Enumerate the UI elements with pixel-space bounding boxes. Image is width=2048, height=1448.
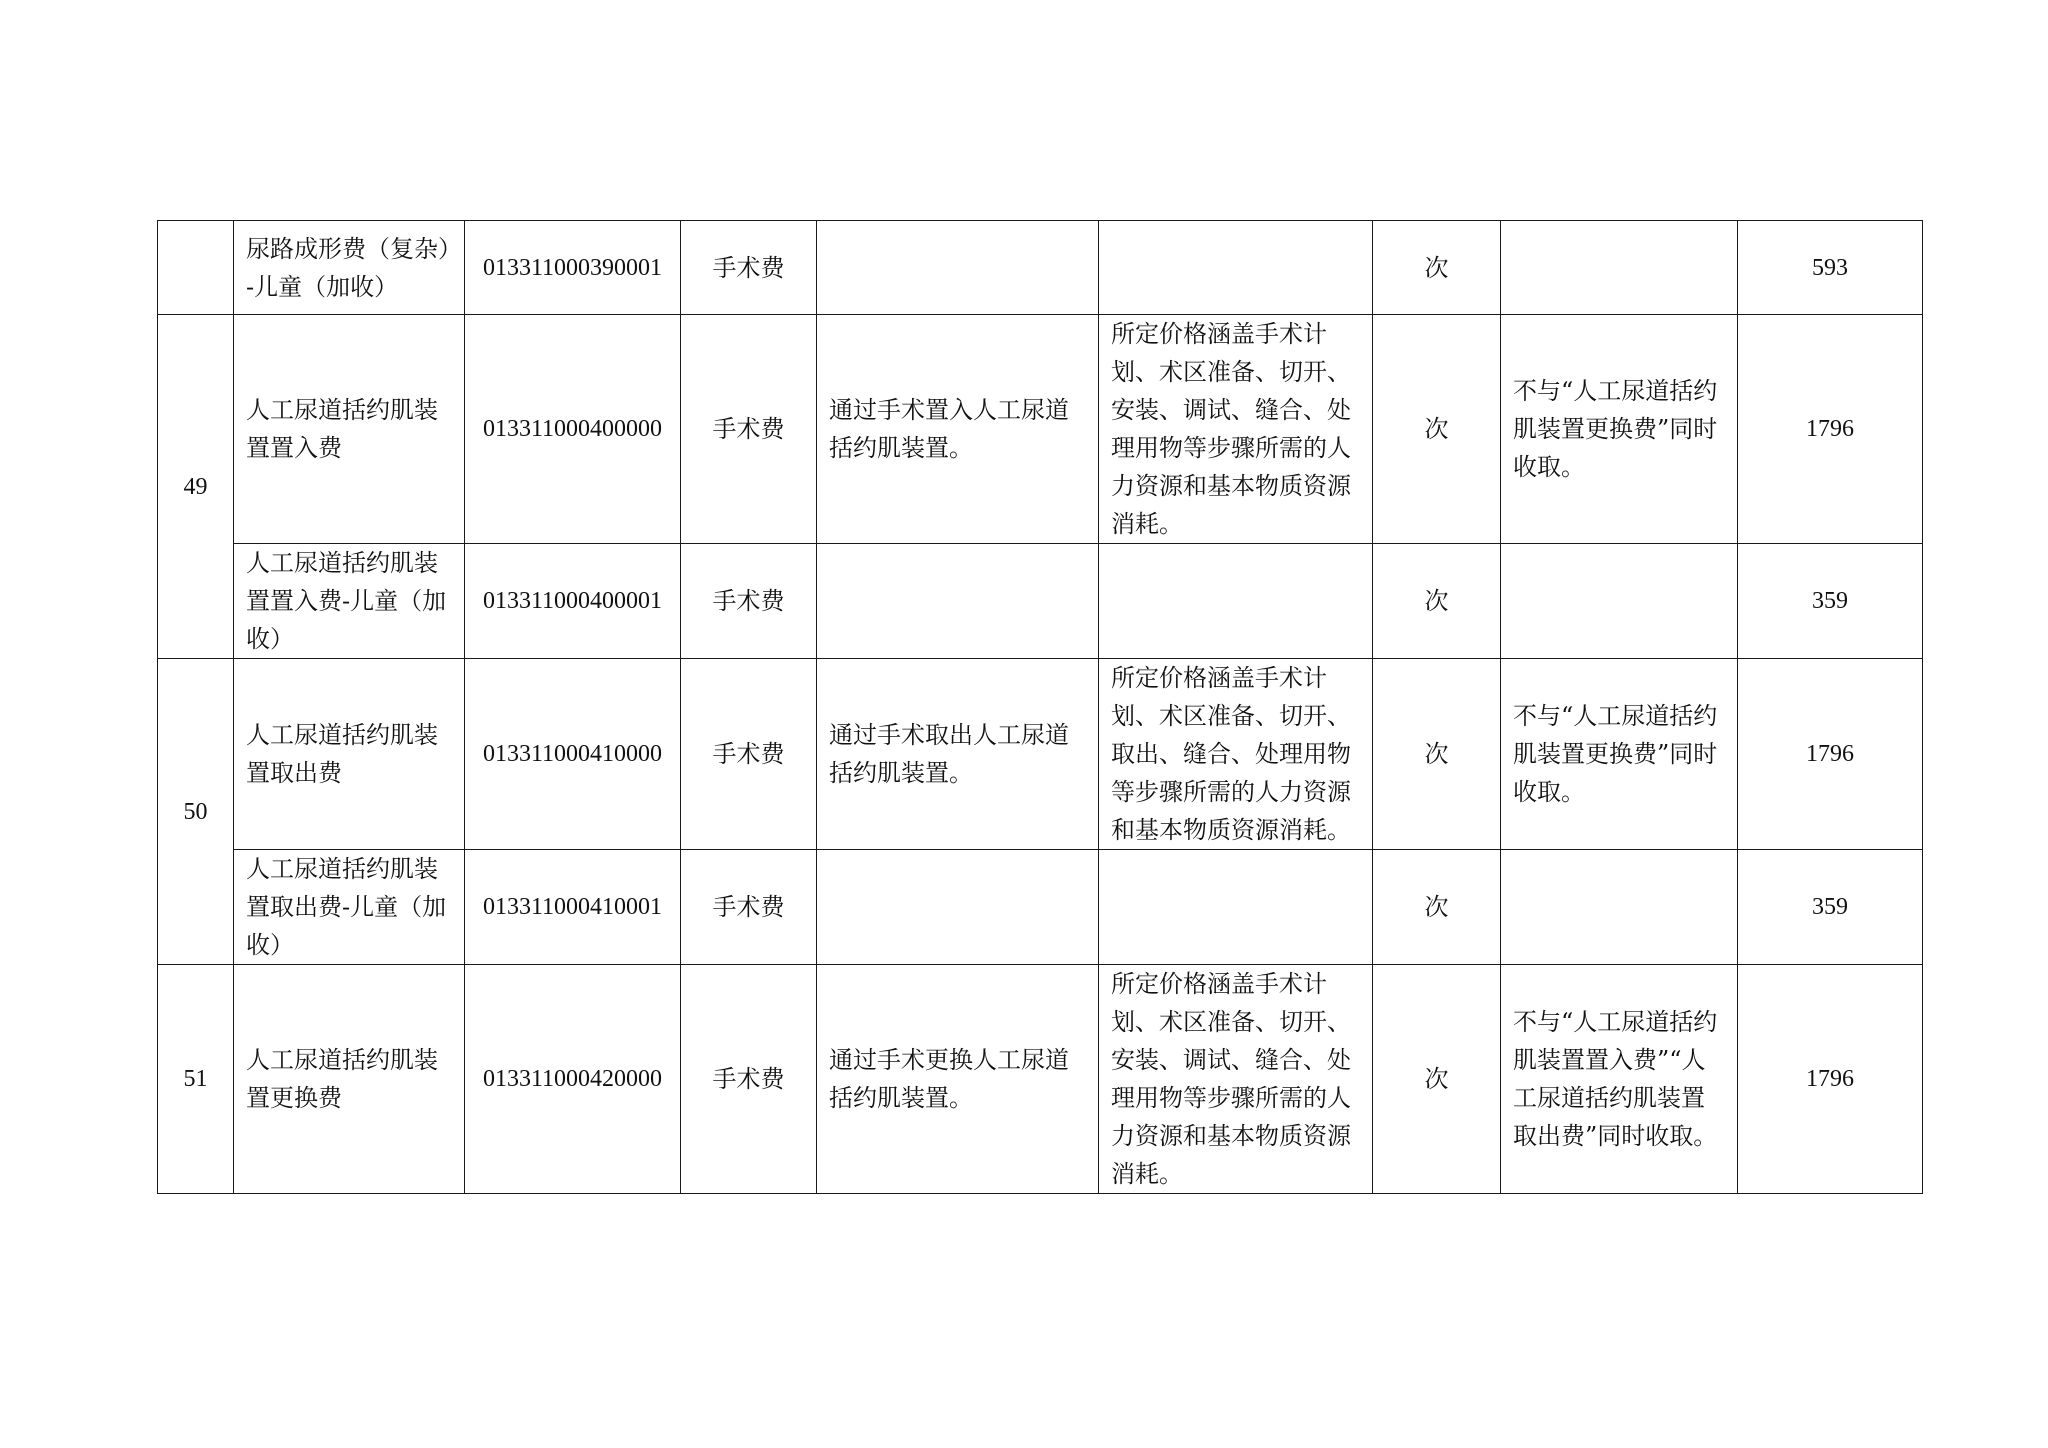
unit-cell: 次 <box>1373 965 1501 1194</box>
item-code-cell: 013311000410000 <box>465 659 681 850</box>
fee-category-cell: 手术费 <box>681 221 817 315</box>
note-cell <box>1501 850 1738 965</box>
fee-category-cell: 手术费 <box>681 965 817 1194</box>
seq-cell: 51 <box>158 965 234 1194</box>
table-row <box>158 544 1923 659</box>
fee-category-cell: 手术费 <box>681 315 817 544</box>
service-content-cell: 通过手术更换人工尿道括约肌装置。 <box>817 965 1099 1194</box>
fee-category-cell: 手术费 <box>681 544 817 659</box>
note-cell <box>1501 221 1738 315</box>
seq-cell <box>158 221 234 315</box>
item-code-cell: 013311000400001 <box>465 544 681 659</box>
price-cell: 359 <box>1738 850 1923 965</box>
seq-cell: 49 <box>158 315 234 659</box>
item-name-cell: 尿路成形费（复杂）-儿童（加收） <box>234 221 465 315</box>
item-code-cell: 013311000400000 <box>465 315 681 544</box>
price-scope-cell <box>1099 221 1373 315</box>
fee-table <box>157 220 1923 1194</box>
price-scope-cell <box>1099 544 1373 659</box>
price-cell: 1796 <box>1738 659 1923 850</box>
price-cell: 1796 <box>1738 315 1923 544</box>
item-name-cell: 人工尿道括约肌装置取出费-儿童（加收） <box>234 850 465 965</box>
table-row <box>158 850 1923 965</box>
table-row <box>158 965 1923 1194</box>
note-cell: 不与“人工尿道括约肌装置置入费”“人工尿道括约肌装置取出费”同时收取。 <box>1501 965 1738 1194</box>
price-scope-cell: 所定价格涵盖手术计划、术区准备、切开、安装、调试、缝合、处理用物等步骤所需的人力资源和基本物质资源消耗。 <box>1099 965 1373 1194</box>
item-code-cell: 013311000390001 <box>465 221 681 315</box>
service-content-cell <box>817 221 1099 315</box>
item-name-cell: 人工尿道括约肌装置更换费 <box>234 965 465 1194</box>
service-content-cell: 通过手术取出人工尿道括约肌装置。 <box>817 659 1099 850</box>
fee-category-cell: 手术费 <box>681 659 817 850</box>
note-cell <box>1501 544 1738 659</box>
price-scope-cell: 所定价格涵盖手术计划、术区准备、切开、安装、调试、缝合、处理用物等步骤所需的人力资源和基本物质资源消耗。 <box>1099 315 1373 544</box>
unit-cell: 次 <box>1373 544 1501 659</box>
item-code-cell: 013311000410001 <box>465 850 681 965</box>
service-content-cell <box>817 850 1099 965</box>
note-cell: 不与“人工尿道括约肌装置更换费”同时收取。 <box>1501 315 1738 544</box>
price-scope-cell <box>1099 850 1373 965</box>
item-name-cell: 人工尿道括约肌装置取出费 <box>234 659 465 850</box>
price-scope-cell: 所定价格涵盖手术计划、术区准备、切开、取出、缝合、处理用物等步骤所需的人力资源和基本物质资源消耗。 <box>1099 659 1373 850</box>
note-cell: 不与“人工尿道括约肌装置更换费”同时收取。 <box>1501 659 1738 850</box>
price-cell: 593 <box>1738 221 1923 315</box>
table-row <box>158 659 1923 850</box>
seq-cell: 50 <box>158 659 234 965</box>
unit-cell: 次 <box>1373 221 1501 315</box>
unit-cell: 次 <box>1373 850 1501 965</box>
table-row <box>158 315 1923 544</box>
price-cell: 1796 <box>1738 965 1923 1194</box>
service-content-cell <box>817 544 1099 659</box>
table-row <box>158 221 1923 315</box>
service-content-cell: 通过手术置入人工尿道括约肌装置。 <box>817 315 1099 544</box>
price-cell: 359 <box>1738 544 1923 659</box>
unit-cell: 次 <box>1373 315 1501 544</box>
fee-category-cell: 手术费 <box>681 850 817 965</box>
item-code-cell: 013311000420000 <box>465 965 681 1194</box>
unit-cell: 次 <box>1373 659 1501 850</box>
item-name-cell: 人工尿道括约肌装置置入费-儿童（加收） <box>234 544 465 659</box>
item-name-cell: 人工尿道括约肌装置置入费 <box>234 315 465 544</box>
